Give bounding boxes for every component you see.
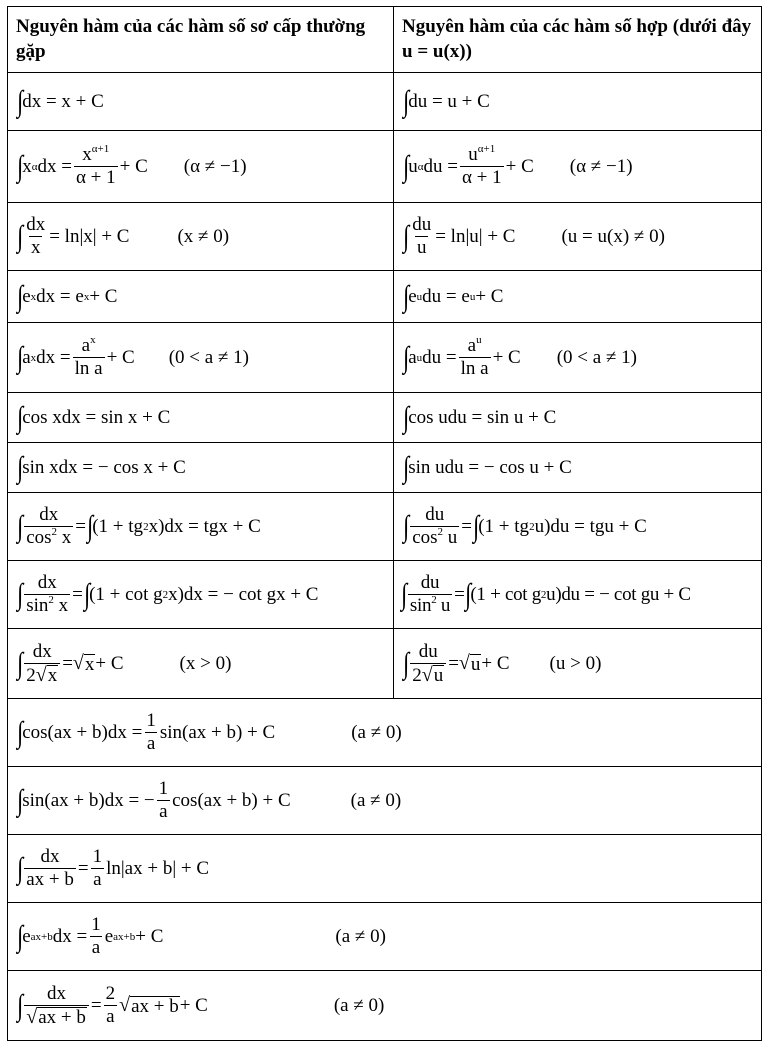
formula-text: sin(ax + b)dx = − [22,789,155,811]
formula-sec2-u: ∫ $\frac{du}{\cos^2 u}$ = ∫ (1 + tg 2 u)du = tgu + C [394,493,762,561]
sqrt-icon: √ x [35,663,58,686]
table-row [8,73,762,131]
table-row [8,699,762,767]
fraction: dx 2 √ x [24,641,60,687]
condition: (a ≠ 0) [350,789,402,811]
formula-sec2-x: ∫ $\frac{dx}{\cos^2 x}$ = ∫ (1 + tg 2 x)dx = tgx + C [8,493,394,561]
table-row [8,203,762,271]
integral-sign-icon: ∫ [403,279,410,313]
formula-log-u [394,203,762,271]
sqrt-icon: √ ax + b [26,1005,86,1028]
formula-au: ∫ a u du = $\frac{a^u}{\text{ln a}}$ + C (0 < a ≠ 1) [394,323,762,393]
formula-text: dx = x + C [22,90,104,112]
integral-sign-icon: ∫ [403,84,410,118]
formula-text: + C [135,925,164,947]
integral-sign-icon: ∫ [17,219,24,253]
fraction: $\frac{x^{\alpha+1}}{\alpha + 1}$ [75,143,116,188]
formula-text: sin(ax + b) + C [159,721,276,743]
integral-sign-icon: ∫ [17,783,24,817]
condition: (a ≠ 0) [335,925,386,947]
formula-ax: ∫ a x dx = $\frac{a^x}{\text{ln a}}$ + C (0 < a ≠ 1) [8,323,394,393]
formula-text: cos udu = sin u + C [408,406,557,428]
antiderivative-table [7,6,762,1041]
formula-sin-x [8,443,394,493]
formula-power-u: ∫ u α du = $\frac{u^{\alpha+1}}{\alpha + 1}$ + C (α ≠ −1) [394,131,762,203]
table-header-row [8,7,762,73]
formula-text: x)dx = − cot gx + C [168,583,319,605]
formula-text: (1 + tg [92,515,144,537]
condition: (x > 0) [179,652,232,674]
formula-sin-u [394,443,762,493]
formula-text: u)du = tgu + C [534,515,647,537]
fraction: $\frac{dx}{x}$ [26,214,46,258]
table-row [8,767,762,835]
formula-sqrt-linear: ∫ dx √ ax + b = $\frac{2}{a}$ √ ax + b + C (a ≠ 0) [8,971,762,1041]
formula-exp-linear: ∫ e ax+b dx = $\frac{1}{a}$ e ax+b + C (a ≠ 0) [8,903,762,971]
integral-sign-icon: ∫ [400,577,407,611]
fraction: $\frac{u^{\alpha+1}}{\alpha + 1}$ [461,143,502,188]
formula-text: ln|ax + b| + C [106,857,210,879]
table-row [8,493,762,561]
formula-exp-x: ∫ e x dx = e x + C [8,271,394,323]
integral-sign-icon: ∫ [17,149,24,183]
integral-sign-icon: ∫ [403,450,410,484]
formula-exp-u: ∫ e u du = e u + C [394,271,762,323]
integral-sign-icon: ∫ [403,219,410,253]
formula-sqrt-u: ∫ du 2 √ u = √ u + C (u > 0) [394,629,762,699]
integral-sign-icon: ∫ [403,149,410,183]
condition: (a ≠ 0) [333,994,385,1016]
formula-text: dx = e [36,285,84,307]
formula-text: cos(ax + b)dx = [22,721,143,743]
formula-text: x)dx = tgx + C [148,515,261,537]
formula-text: + C [89,285,118,307]
table-row [8,903,762,971]
integral-sign-icon: ∫ [17,84,24,118]
sqrt-icon: √ u [421,663,444,686]
integral-sign-icon: ∫ [17,509,24,543]
formula-text: sin xdx = − cos x + C [22,456,186,478]
integral-sign-icon: ∫ [17,279,24,313]
formula-text: = ln|x| + C [49,225,130,247]
formula-cos-u [394,393,762,443]
formula-text: + C [475,285,504,307]
integral-sign-icon: ∫ [17,450,24,484]
integral-sign-icon: ∫ [17,988,24,1022]
fraction: du 2 √ u [410,641,446,687]
table-row [8,971,762,1041]
condition: (α ≠ −1) [183,155,247,177]
formula-text: + C [179,994,208,1016]
integral-sign-icon: ∫ [465,577,472,611]
fraction: dx √ ax + b [24,983,89,1029]
formula-text: cos(ax + b) + C [172,789,291,811]
formula-text: u)du = − cot gu + C [546,583,691,605]
fraction: $\frac{du}{\sin^2 u}$ [409,572,451,616]
condition: (α ≠ −1) [569,155,633,177]
integral-sign-icon: ∫ [17,340,24,374]
table-row [8,323,762,393]
formula-text: (1 + cot g [470,583,541,605]
integral-sign-icon: ∫ [83,577,91,611]
formula-cos-x [8,393,394,443]
table-row [8,629,762,699]
formula-text: (1 + tg [478,515,530,537]
fraction: $\frac{du}{\cos^2 u}$ [412,504,458,548]
integral-sign-icon: ∫ [17,577,24,611]
condition: (x ≠ 0) [177,225,230,247]
integral-sign-icon: ∫ [403,400,410,434]
integral-sign-icon: ∫ [473,509,480,543]
fraction: $\frac{1}{a}$ [146,710,156,754]
sqrt-icon: √ ax + b [119,994,179,1017]
table-row [8,393,762,443]
formula-int-dx [8,73,394,131]
fraction: $\frac{1}{a}$ [92,846,103,890]
integral-sign-icon: ∫ [17,919,24,953]
formula-csc2-x: ∫ $\frac{dx}{\sin^2 x}$ = ∫ (1 + cot g 2 x)dx = − cot gx + C [8,561,394,629]
fraction: $\frac{dx}{ax + b}$ [26,846,74,890]
formula-sqrt-x: ∫ dx 2 √ x = √ x + C (x > 0) [8,629,394,699]
fraction: $\frac{a^u}{\text{ln a}}$ [460,334,489,379]
table-row [8,271,762,323]
integral-sign-icon: ∫ [403,646,410,680]
formula-text: (1 + cot g [89,583,163,605]
integral-sign-icon: ∫ [403,509,410,543]
formula-text: cos xdx = sin x + C [22,406,171,428]
header-composite: Nguyên hàm của các hàm số hợp (dưới đây u = u(x)) [394,7,762,73]
condition: (0 < a ≠ 1) [556,346,637,368]
fraction: $\frac{a^x}{\text{ln a}}$ [74,334,103,379]
fraction: $\frac{1}{a}$ [91,914,101,958]
formula-text: = ln|u| + C [435,225,516,247]
formula-cos-linear [8,699,762,767]
integral-sign-icon: ∫ [87,509,94,543]
fraction: $\frac{dx}{\cos^2 x}$ [26,504,72,548]
condition: (0 < a ≠ 1) [168,346,249,368]
sqrt-icon: √ u [458,652,481,675]
formula-text: du = e [422,285,470,307]
integral-sign-icon: ∫ [17,715,24,749]
table-row [8,835,762,903]
integral-sign-icon: ∫ [17,400,24,434]
formula-int-du [394,73,762,131]
formula-text: sin udu = − cos u + C [408,456,572,478]
formula-power-x: ∫ x α dx = $\frac{x^{\alpha+1}}{\alpha + 1}$ + C (α ≠ −1) [8,131,394,203]
condition: (u > 0) [549,652,602,674]
sqrt-icon: √ x [72,652,95,675]
formula-text: du = u + C [408,90,490,112]
fraction: $\frac{2}{a}$ [105,983,116,1027]
condition: (u = u(x) ≠ 0) [561,225,665,247]
integral-sign-icon: ∫ [17,646,24,680]
fraction: $\frac{dx}{\sin^2 x}$ [26,572,69,616]
table-row [8,443,762,493]
integral-sign-icon: ∫ [403,340,410,374]
table-row [8,561,762,629]
header-elementary: Nguyên hàm của các hàm số sơ cấp thường gặp [8,7,394,73]
formula-sin-linear [8,767,762,835]
fraction: $\frac{1}{a}$ [158,778,169,822]
table-row [8,131,762,203]
formula-csc2-u: ∫ $\frac{du}{\sin^2 u}$ = ∫ (1 + cot g 2 u)du = − cot gu + C [394,561,762,629]
formula-log-x [8,203,394,271]
formula-log-linear: ∫ $\frac{dx}{ax + b}$ = $\frac{1}{a}$ ln|ax + b| + C [8,835,762,903]
condition: (a ≠ 0) [351,721,402,743]
integral-sign-icon: ∫ [17,851,24,885]
fraction: $\frac{du}{u}$ [412,214,432,258]
